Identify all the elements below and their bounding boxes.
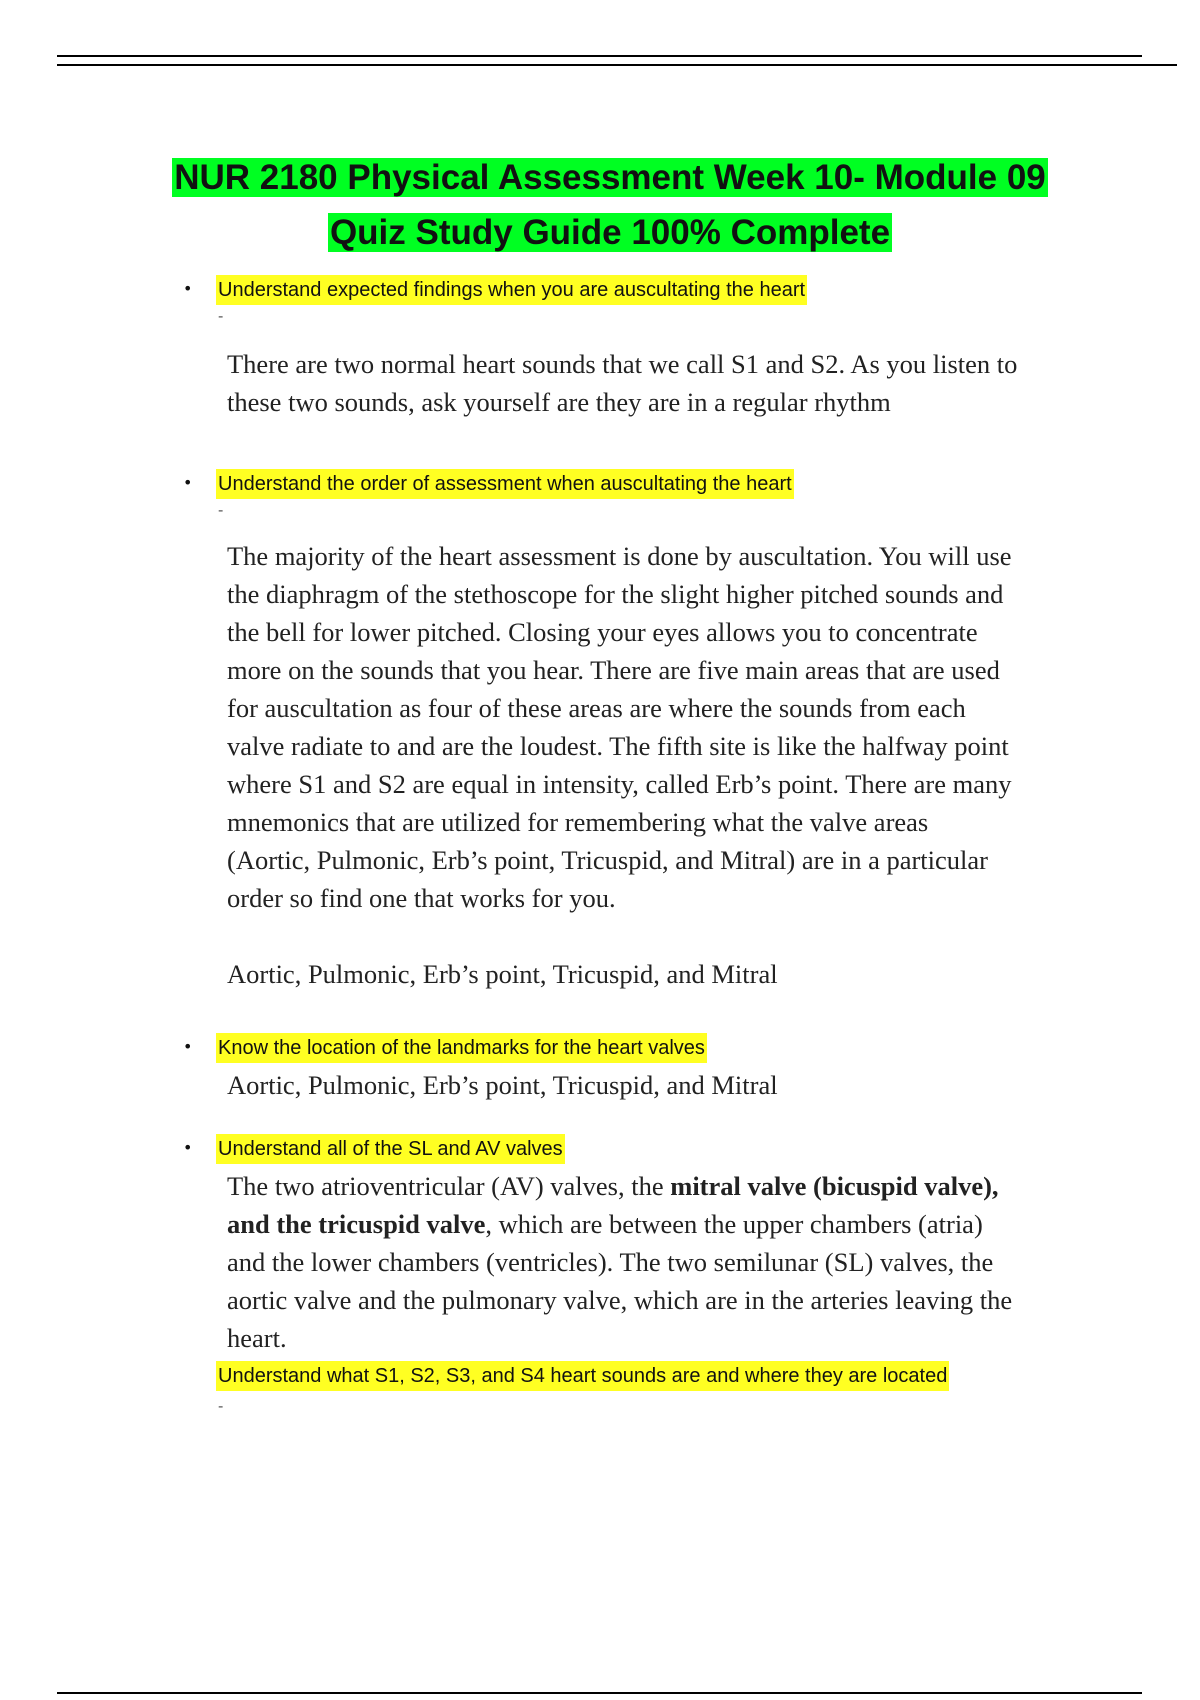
footer-rule bbox=[57, 1692, 1142, 1694]
bullet-icon: • bbox=[183, 473, 193, 492]
document-title bbox=[0, 150, 1200, 260]
mnemonic-valve-areas: Aortic, Pulmonic, Erb’s point, Tricuspid, and Mitral bbox=[227, 959, 778, 989]
header-rule-top bbox=[57, 55, 1142, 57]
bullet-icon: • bbox=[183, 279, 193, 298]
section-heading-sl-av-valves: Understand all of the SL and AV valves bbox=[216, 1134, 565, 1164]
title-line-1: NUR 2180 Physical Assessment Week 10- Module 09 bbox=[174, 158, 1046, 197]
dash-marker: - bbox=[218, 308, 224, 325]
title-line-2: Quiz Study Guide 100% Complete bbox=[329, 213, 891, 252]
bullet-icon: • bbox=[183, 1138, 193, 1157]
dash-marker: - bbox=[218, 1398, 224, 1415]
section-heading-order-of-assessment: Understand the order of assessment when auscultating the heart bbox=[216, 469, 794, 499]
paragraph-order-of-assessment: The majority of the heart assessment is done by auscultation. You will use the diaphragm of the stethoscope for the slight higher pitched sounds and the bell for lower pitched. Closing your eyes allows you to concentrate more on the sounds that you hear. There are five main areas that are used for auscultation as four of these areas are where the sounds from each valve radiate to and are the loudest. The fifth site is like the halfway point where S1 and S2 are equal in intensity, called Erb’s point. There are many mnemonics that are utilized for remembering what the valve areas (Aortic, Pulmonic, Erb’s point, Tricuspid, and Mitral) are in a particular order so find one that works for you. bbox=[227, 541, 1012, 913]
paragraph-sl-av-valves: The two atrioventricular (AV) valves, the mitral valve (bicuspid valve), and the tricuspid valve, which are between the upper chambers (atria) and the lower chambers (ventricles). The two semilunar (SL) valves, the aortic valve and the pulmonary valve, which are in the arteries leaving the heart. bbox=[227, 1171, 1013, 1353]
section-heading-heart-sounds: Understand what S1, S2, S3, and S4 heart sounds are and where they are located bbox=[216, 1361, 949, 1391]
bullet-icon: • bbox=[183, 1037, 193, 1056]
section-heading-valve-landmarks: Know the location of the landmarks for the heart valves bbox=[216, 1033, 707, 1063]
paragraph-valve-landmarks: Aortic, Pulmonic, Erb’s point, Tricuspid, and Mitral bbox=[227, 1070, 778, 1100]
section-heading-expected-findings: Understand expected findings when you are auscultating the heart bbox=[216, 275, 807, 305]
dash-marker: - bbox=[218, 502, 224, 519]
header-rule-bottom bbox=[57, 64, 1177, 66]
paragraph-expected-findings: There are two normal heart sounds that we call S1 and S2. As you listen to these two sounds, ask yourself are they are in a regular rhythm bbox=[227, 349, 1018, 417]
